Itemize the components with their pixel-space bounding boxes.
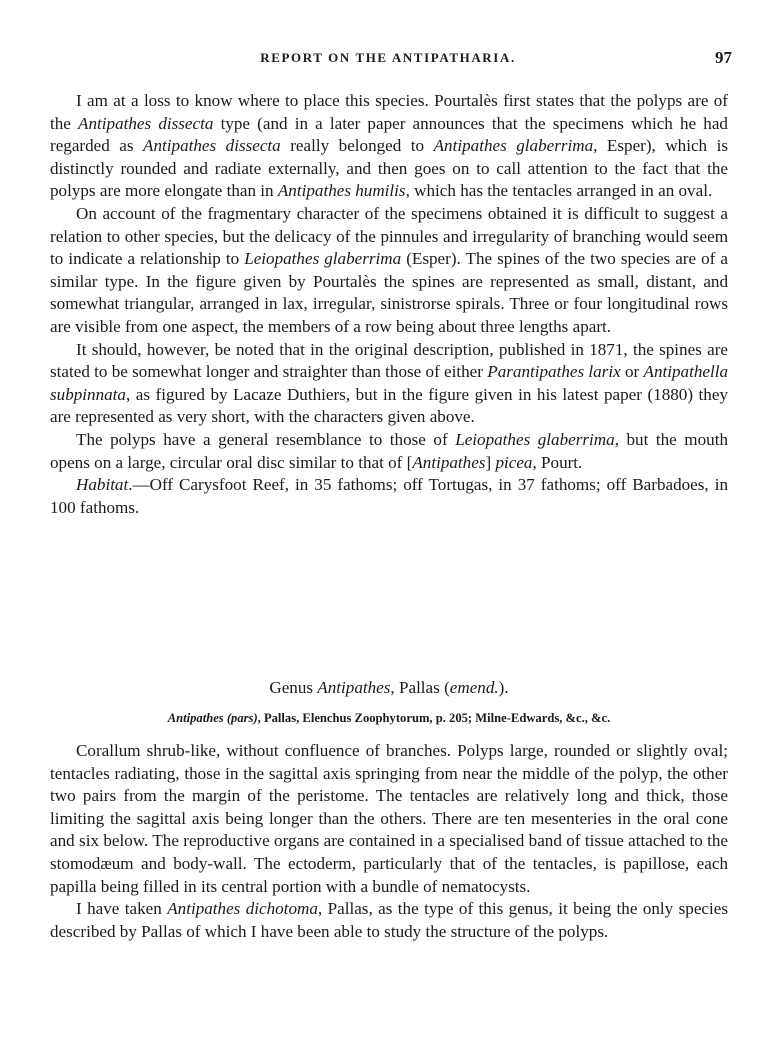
genus-heading: Genus Antipathes, Pallas (emend.). <box>269 678 509 697</box>
genus-authority: Antipathes (pars), Pallas, Elenchus Zoophytorum, p. 205; Milne-Edwards, &c., &c. <box>167 711 611 725</box>
paragraph-4: The polyps have a general resemblance to those of Leiopathes glaberrima, but the mouth opens on a large, circular oral disc similar to that of [Antipathes] picea, Pourt. <box>50 429 728 472</box>
paragraph-2: On account of the fragmentary character of the specimens obtained it is difficult to suggest a relation to other species, but the delicacy of the pinnules and irregularity of branching would seem to indicate a relationship to Leiopathes glaberrima (Esper). The spines of the two species are of a similar type. In the figure given by Pourtalès the spines are represented as small, distant, and somewhat triangular, arranged in lax, irregular, sinistrorse spirals. Three or four longitudinal rows are visible from one aspect, the members of a row being about three lengths apart. <box>50 203 728 336</box>
body-text-upper <box>50 90 728 519</box>
paragraph-genus-description: Corallum shrub-like, without confluence of branches. Polyps large, rounded or slightly oval; tentacles radiating, those in the sagittal axis springing from near the middle of the polyp, the other two pairs from the margin of the peristome. The tentacles are relatively long and thick, those limiting the sagittal axis being longer than the others. There are ten mesenteries in the oral cone and six below. The reproductive organs are contained in a specialised band of tissue attached to the stomodæum and body-wall. The ectoderm, particularly that of the tentacles, is papillose, each papilla being filled in its central portion with a bundle of nematocysts. <box>50 741 728 896</box>
paragraph-1: I am at a loss to know where to place this species. Pourtalès first states that the polyps are of the Antipathes dissecta type (and in a later paper announces that the specimens which he had regarded as Antipathes dissecta really belonged to Antipathes glaberrima, Esper), which is distinctly rounded and radiate externally, and then goes on to call attention to the fact that the polyps are more elongate than in Antipathes humilis, which has the tentacles arranged in an oval. <box>50 91 728 201</box>
paragraph-type-species: I have taken Antipathes dichotoma, Pallas, as the type of this genus, it being the only species described by Pallas of which I have been able to study the structure of the polyps. <box>50 899 728 941</box>
running-title: REPORT ON THE ANTIPATHARIA. <box>260 50 516 65</box>
page-number: 97 <box>715 48 732 67</box>
running-head <box>50 48 732 70</box>
paragraph-3: It should, however, be noted that in the original description, published in 1871, the spines are stated to be somewhat longer and straighter than those of either Parantipathes larix or Antipathella subpinnata, as figured by Lacaze Duthiers, but in the figure given in his latest paper (1880) they are represented as very short, with the characters given above. <box>50 339 729 427</box>
habitat-paragraph: Habitat.—Off Carysfoot Reef, in 35 fathoms; off Tortugas, in 37 fathoms; off Barbadoes, in 100 fathoms. <box>50 475 728 517</box>
body-text-lower <box>50 740 728 943</box>
